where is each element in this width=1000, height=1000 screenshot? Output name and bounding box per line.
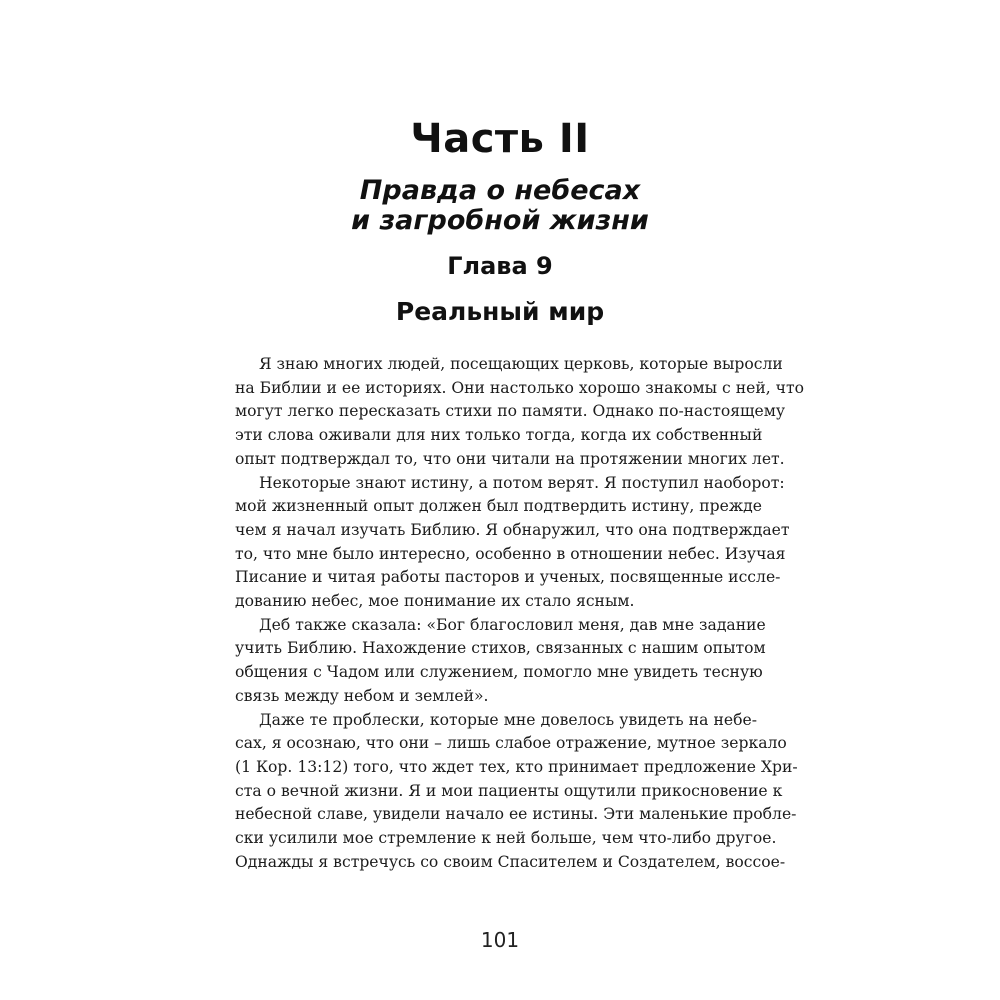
part-subtitle (0, 176, 1000, 236)
text-line: Писание и читая работы пасторов и ученых, посвященные иссле- (235, 568, 781, 587)
subtitle-line: Правда о небесах (359, 175, 641, 206)
text-line: опыт подтверждал то, что они читали на протяжении многих лет. (235, 449, 785, 468)
text-line: то, что мне было интересно, особенно в отношении небес. Изучая (235, 544, 786, 563)
text-line: могут легко пересказать стихи по памяти. Однако по-настоящему (235, 402, 786, 421)
text-line: Однажды я встречусь со своим Спасителем и Создателем, воссое- (235, 852, 786, 871)
text-line: Я знаю многих людей, посещающих церковь, которые выросли (259, 355, 783, 373)
body-text (235, 353, 804, 874)
text-line: ста о вечной жизни. Я и мои пациенты ощутили прикосновение к (235, 781, 783, 800)
chapter-title: Реальный мир (395, 297, 605, 326)
text-line: эти слова оживали для них только тогда, когда их собственный (235, 426, 763, 445)
text-line: Некоторые знают истину, а потом верят. Я поступил наоборот: (259, 473, 785, 492)
text-line: ски усилили мое стремление к ней больше, чем что-либо другое. (235, 829, 777, 848)
chapter-number: Глава 9 (447, 252, 553, 280)
part-title: Часть II (410, 116, 590, 162)
text-line: Деб также сказала: «Бог благословил меня, дав мне задание (259, 615, 766, 634)
text-line: дованию небес, мое понимание их стало ясным. (235, 592, 635, 611)
text-line: мой жизненный опыт должен был подтвердить истину, прежде (235, 497, 763, 516)
text-line: (1 Кор. 13:12) того, что ждет тех, кто принимает предложение Хри- (235, 757, 798, 776)
text-line: общения с Чадом или служением, помогло мне увидеть тесную (235, 663, 763, 682)
subtitle-line: и загробной жизни (351, 205, 649, 236)
text-line: сах, я осознаю, что они – лишь слабое отражение, мутное зеркало (235, 734, 787, 753)
text-line: Даже те проблески, которые мне довелось увидеть на небе- (259, 710, 757, 729)
text-line: на Библии и ее историях. Они настолько хорошо знакомы с ней, что (235, 378, 804, 397)
page-number: 101 (480, 928, 520, 952)
text-line: связь между небом и землей». (235, 686, 489, 705)
text-line: учить Библию. Нахождение стихов, связанных с нашим опытом (235, 639, 766, 658)
text-line: небесной славе, увидели начало ее истины. Эти маленькие пробле- (235, 805, 797, 824)
text-line: чем я начал изучать Библию. Я обнаружил, что она подтверждает (235, 520, 790, 539)
